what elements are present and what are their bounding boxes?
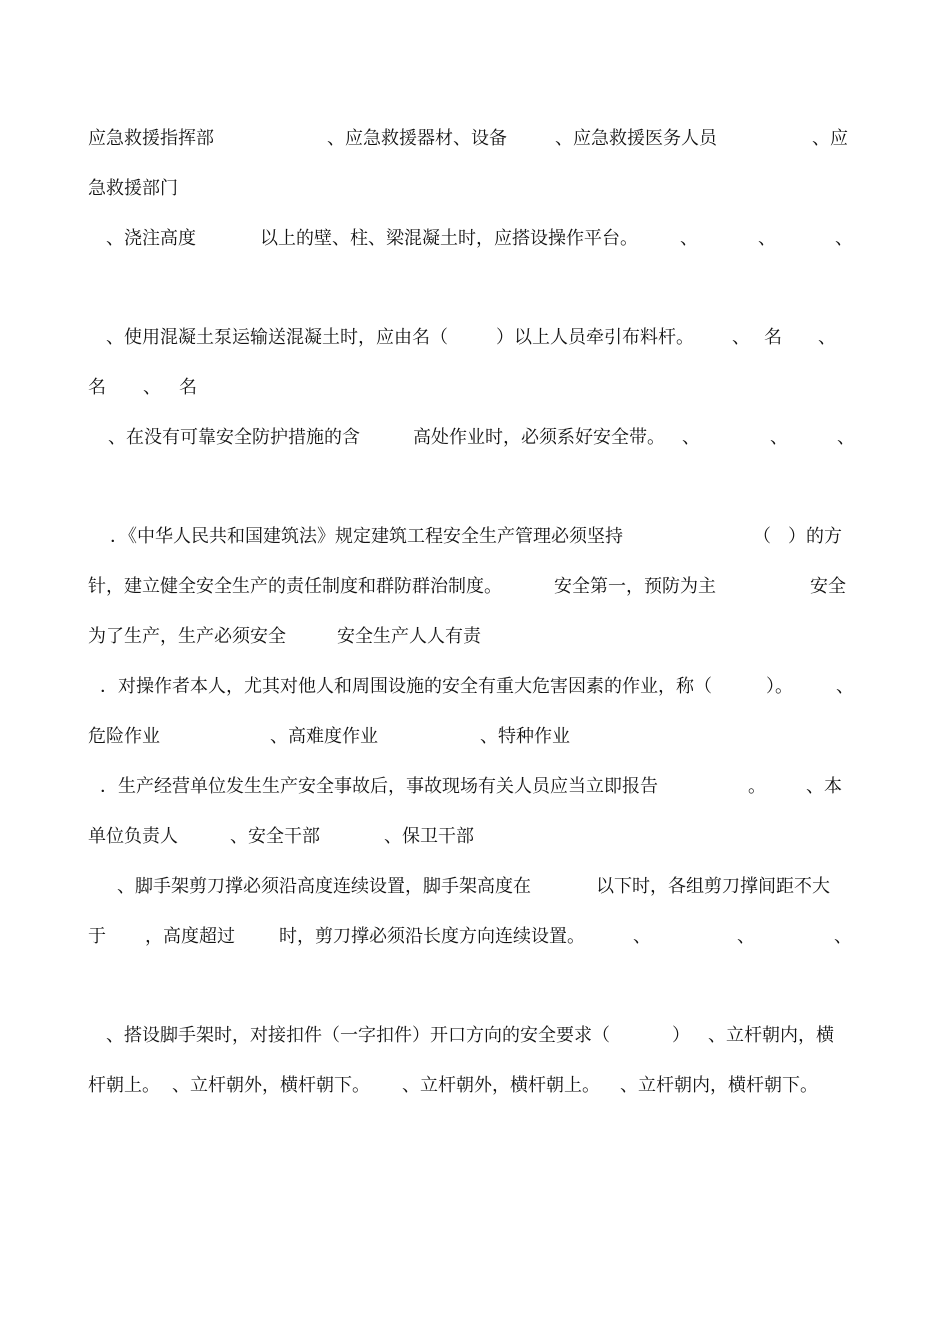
text-segment: ，高度超过 bbox=[145, 926, 235, 947]
text-segment: 、安全干部 bbox=[230, 826, 320, 847]
text-segment: 、应急救援医务人员 bbox=[555, 128, 717, 149]
text-segment: 、使用混凝土泵运输送混凝土时，应由名（ bbox=[106, 327, 448, 348]
text-segment: 、 bbox=[836, 676, 854, 697]
text-segment: 杆朝上。 bbox=[88, 1075, 160, 1096]
text-segment: 、立杆朝外，横杆朝下。 bbox=[172, 1075, 370, 1096]
text-segment: 名 bbox=[88, 377, 106, 398]
text-segment: 、 bbox=[737, 926, 755, 947]
text-segment: ）以上人员牵引布料杆。 bbox=[496, 327, 694, 348]
text-segment: 危险作业 bbox=[88, 726, 160, 747]
text-segment: ．生产经营单位发生生产安全事故后，事故现场有关人员应当立即报告 bbox=[100, 776, 658, 797]
text-segment: 、搭设脚手架时，对接扣件（一字扣件）开口方向的安全要求（ bbox=[106, 1025, 610, 1046]
text-segment: 、 bbox=[758, 228, 776, 249]
text-segment: 、 bbox=[834, 926, 852, 947]
text-segment: 、在没有可靠安全防护措施的含 bbox=[108, 427, 360, 448]
text-segment: ）的方 bbox=[788, 526, 842, 547]
text-segment: ） bbox=[672, 1025, 690, 1046]
text-segment: 、 bbox=[143, 377, 161, 398]
text-segment: 高处作业时，必须系好安全带。 bbox=[413, 427, 665, 448]
text-segment: 、 bbox=[835, 228, 853, 249]
text-segment: ．对操作者本人，尤其对他人和周围设施的安全有重大危害因素的作业，称（ bbox=[100, 676, 712, 697]
text-segment: 。 bbox=[748, 776, 766, 797]
text-segment: 、保卫干部 bbox=[384, 826, 474, 847]
text-segment: 、特种作业 bbox=[480, 726, 570, 747]
text-segment: 、应急救援器材、设备 bbox=[327, 128, 507, 149]
text-segment: （ bbox=[753, 526, 771, 547]
text-segment: 针，建立健全安全生产的责任制度和群防群治制度。 bbox=[88, 576, 502, 597]
text-segment: 、立杆朝外，横杆朝上。 bbox=[402, 1075, 600, 1096]
text-segment: 、 bbox=[770, 427, 788, 448]
text-segment: 安全 bbox=[810, 576, 846, 597]
text-segment: 以上的壁、柱、梁混凝土时，应搭设操作平台。 bbox=[260, 228, 638, 249]
text-segment: 、浇注高度 bbox=[106, 228, 196, 249]
text-segment: 、应 bbox=[812, 128, 848, 149]
text-segment: 安全第一，预防为主 bbox=[554, 576, 716, 597]
text-segment: 名 bbox=[179, 377, 197, 398]
text-segment: 、 bbox=[633, 926, 651, 947]
text-segment: 、 bbox=[680, 228, 698, 249]
text-segment: 名 bbox=[764, 327, 782, 348]
text-segment: ）。 bbox=[766, 676, 793, 697]
text-segment: 、本 bbox=[806, 776, 842, 797]
text-segment: 、 bbox=[682, 427, 700, 448]
text-segment: 以下时，各组剪刀撑间距不大 bbox=[596, 876, 830, 897]
text-segment: 、高难度作业 bbox=[270, 726, 378, 747]
text-segment: 应急救援指挥部 bbox=[88, 128, 214, 149]
text-segment: 、立杆朝内，横 bbox=[708, 1025, 834, 1046]
text-segment: 于 bbox=[88, 926, 106, 947]
text-segment: 为了生产，生产必须安全 bbox=[88, 626, 286, 647]
text-segment: 、 bbox=[732, 327, 750, 348]
text-segment: 、立杆朝内，横杆朝下。 bbox=[620, 1075, 818, 1096]
text-segment: 、脚手架剪刀撑必须沿高度连续设置，脚手架高度在 bbox=[117, 876, 531, 897]
text-segment: 急救援部门 bbox=[88, 178, 178, 199]
text-segment: ．《中华人民共和国建筑法》规定建筑工程安全生产管理必须坚持 bbox=[110, 526, 623, 547]
text-segment: 、 bbox=[818, 327, 836, 348]
text-segment: 时，剪刀撑必须沿长度方向连续设置。 bbox=[279, 926, 585, 947]
text-segment: 单位负责人 bbox=[88, 826, 178, 847]
text-segment: 安全生产人人有责 bbox=[337, 626, 481, 647]
text-segment: 、 bbox=[837, 427, 855, 448]
